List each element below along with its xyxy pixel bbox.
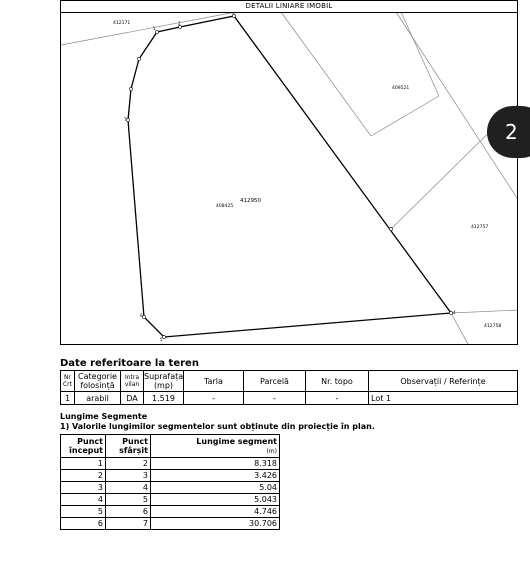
vertex-label-2: 2 [178, 21, 181, 26]
parcel-id-right: 412757 [471, 225, 489, 230]
cell-nr: 1 [61, 392, 75, 405]
segment-start: 3 [61, 482, 106, 494]
table-row [61, 506, 280, 518]
segment-length: 8.318 [151, 458, 280, 470]
table-row [61, 470, 280, 482]
header-start: Punct început [61, 435, 106, 458]
header-length-unit: (m) [266, 447, 277, 455]
segment-end: 3 [106, 470, 151, 482]
cell-tarla: - [184, 392, 244, 405]
segments-header-row [61, 435, 280, 458]
header-parcela: Parcelă [244, 371, 306, 392]
vertex-label-7: 7 [124, 117, 127, 122]
neighbor-boundaries [61, 12, 518, 345]
header-end: Punct sfârșit [106, 435, 151, 458]
segment-start: 4 [61, 494, 106, 506]
header-tarla: Tarla [184, 371, 244, 392]
vertex-label-5: 5 [160, 337, 163, 342]
reference-table [60, 370, 518, 405]
page-number-badge: 2 [487, 106, 530, 158]
segment-length: 30.706 [151, 518, 280, 530]
cell-parcela: - [244, 392, 306, 405]
table-row [61, 494, 280, 506]
segment-start: 6 [61, 518, 106, 530]
map-frame [60, 0, 518, 345]
header-nr-topo: Nr. topo [306, 371, 369, 392]
table-row [61, 458, 280, 470]
header-length-label: Lungime segment [196, 436, 277, 446]
reference-section-title: Date referitoare la teren [60, 358, 199, 369]
cell-observatii: Lot 1 [369, 392, 518, 405]
table-row [61, 482, 280, 494]
header-observatii: Observații / Referințe [369, 371, 518, 392]
cell-categorie: arabil [75, 392, 121, 405]
table-row [61, 392, 518, 405]
segment-length: 4.746 [151, 506, 280, 518]
cell-intravilan: DA [121, 392, 144, 405]
parcel-id-top-right: 409521 [392, 86, 410, 91]
vertex-labels [124, 10, 456, 342]
vertex-label-1: 1 [153, 26, 156, 31]
header-suprafata: Suprafața (mp) [144, 372, 184, 390]
parcel-id-main: 412950 [240, 198, 261, 204]
segment-end: 5 [106, 494, 151, 506]
segment-end: 7 [106, 518, 151, 530]
segments-table [60, 434, 280, 530]
cadastral-map [61, 1, 518, 345]
map-title: DETALII LINIARE IMOBIL [61, 1, 517, 13]
segment-length: 5.043 [151, 494, 280, 506]
segment-end: 6 [106, 506, 151, 518]
parcel-id-inner: 408425 [216, 204, 234, 209]
segment-start: 5 [61, 506, 106, 518]
segment-length: 3.426 [151, 470, 280, 482]
header-categorie: Categorie folosință [75, 371, 121, 392]
segments-note: 1) Valorile lungimilor segmentelor sunt obținute din proiecție în plan. [60, 422, 375, 431]
header-length [151, 435, 280, 458]
header-nr: Nr Crt [61, 371, 75, 392]
reference-header-row [61, 371, 518, 392]
segment-start: 2 [61, 470, 106, 482]
segment-length: 5.04 [151, 482, 280, 494]
parcel-id-bottom-right: 412758 [484, 324, 502, 329]
segments-title: Lungime Segmente [60, 412, 148, 421]
segment-end: 4 [106, 482, 151, 494]
parcel-boundary [128, 16, 451, 337]
table-row [61, 518, 280, 530]
header-intravilan: Intra vilan [121, 371, 144, 392]
parcel-id-top-left: 412171 [113, 21, 131, 26]
vertex-label-6: 6 [140, 313, 143, 318]
vertex-label-4: 4 [453, 310, 456, 315]
cell-suprafata: 1.519 [144, 392, 184, 405]
cell-nr-topo: - [306, 392, 369, 405]
parcel-vertices [126, 14, 452, 338]
segment-start: 1 [61, 458, 106, 470]
segment-end: 2 [106, 458, 151, 470]
